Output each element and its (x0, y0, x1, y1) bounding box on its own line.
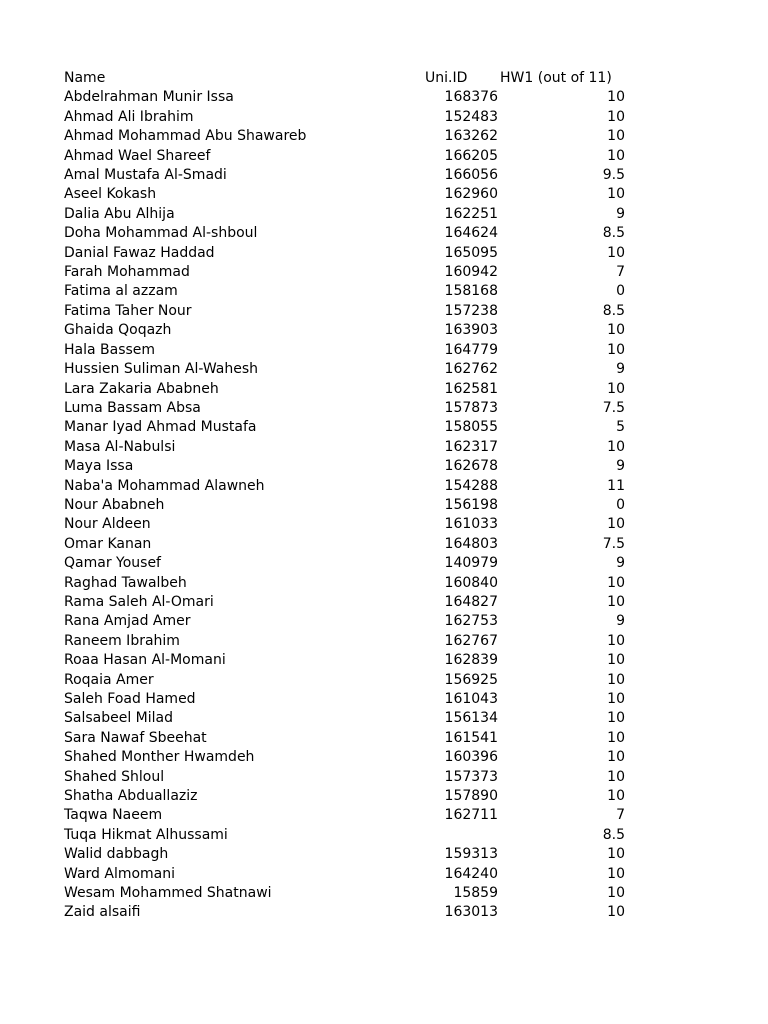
student-hw1-score: 10 (607, 574, 625, 591)
student-rows (64, 88, 664, 922)
table-row (64, 108, 664, 127)
student-hw1-score: 10 (607, 593, 625, 610)
student-name: Walid dabbagh (64, 846, 169, 863)
student-uni-id: 164827 (444, 593, 498, 610)
student-uni-id: 157873 (444, 399, 498, 416)
student-uni-id: 166056 (444, 167, 498, 184)
table-row (64, 457, 664, 476)
student-name: Abdelrahman Munir Issa (64, 89, 234, 106)
student-name: Taqwa Naeem (64, 807, 163, 824)
student-name: Hussien Suliman Al-Wahesh (64, 361, 259, 378)
table-row (64, 612, 664, 631)
student-hw1-score: 10 (607, 885, 625, 902)
table-row (64, 748, 664, 767)
student-name: Ahmad Wael Shareef (64, 147, 211, 164)
table-row (64, 185, 664, 204)
table-row (64, 477, 664, 496)
student-hw1-score: 9 (616, 205, 625, 222)
student-hw1-score: 10 (607, 108, 625, 125)
student-hw1-score: 10 (607, 516, 625, 533)
student-name: Roaa Hasan Al-Momani (64, 652, 226, 669)
student-name: Lara Zakaria Ababneh (64, 380, 219, 397)
student-hw1-score: 10 (607, 341, 625, 358)
table-row (64, 438, 664, 457)
student-hw1-score: 0 (616, 283, 625, 300)
student-hw1-score: 10 (607, 710, 625, 727)
table-row (64, 360, 664, 379)
student-hw1-score: 9.5 (602, 167, 625, 184)
student-name: Amal Mustafa Al-Smadi (64, 167, 227, 184)
grade-sheet (64, 69, 664, 923)
student-name: Naba'a Mohammad Alawneh (64, 477, 265, 494)
student-name: Ahmad Ali Ibrahim (64, 108, 194, 125)
table-row (64, 166, 664, 185)
student-hw1-score: 10 (607, 147, 625, 164)
student-hw1-score: 0 (616, 496, 625, 513)
student-uni-id: 152483 (444, 108, 498, 125)
student-uni-id: 162753 (444, 613, 498, 630)
student-name: Ghaida Qoqazh (64, 322, 172, 339)
table-row (64, 282, 664, 301)
student-uni-id: 165095 (444, 244, 498, 261)
table-row (64, 380, 664, 399)
student-name: Farah Mohammad (64, 264, 190, 281)
table-row (64, 418, 664, 437)
student-hw1-score: 10 (607, 380, 625, 397)
student-uni-id: 164624 (444, 225, 498, 242)
student-hw1-score: 9 (616, 361, 625, 378)
student-hw1-score: 9 (616, 613, 625, 630)
student-uni-id: 164240 (444, 865, 498, 882)
student-hw1-score: 10 (607, 904, 625, 921)
student-name: Hala Bassem (64, 341, 156, 358)
table-row (64, 690, 664, 709)
student-hw1-score: 5 (616, 419, 625, 436)
student-name: Omar Kanan (64, 535, 152, 552)
student-uni-id: 162762 (444, 361, 498, 378)
table-row (64, 205, 664, 224)
student-hw1-score: 10 (607, 128, 625, 145)
table-row (64, 302, 664, 321)
student-name: Masa Al-Nabulsi (64, 438, 176, 455)
student-name: Raghad Tawalbeh (64, 574, 187, 591)
student-uni-id: 157373 (444, 768, 498, 785)
student-uni-id: 157238 (444, 302, 498, 319)
student-uni-id: 157890 (444, 788, 498, 805)
student-hw1-score: 10 (607, 865, 625, 882)
header-uni-id: Uni.ID (425, 70, 468, 86)
student-hw1-score: 10 (607, 846, 625, 863)
student-hw1-score: 10 (607, 438, 625, 455)
student-uni-id: 158055 (444, 419, 498, 436)
student-hw1-score: 10 (607, 768, 625, 785)
student-uni-id: 161033 (444, 516, 498, 533)
table-row (64, 651, 664, 670)
student-hw1-score: 10 (607, 186, 625, 203)
student-uni-id: 162767 (444, 632, 498, 649)
student-name: Salsabeel Milad (64, 710, 174, 727)
student-name: Roqaia Amer (64, 671, 154, 688)
student-name: Nour Aldeen (64, 516, 151, 533)
table-row (64, 263, 664, 282)
student-name: Shatha Abduallaziz (64, 788, 198, 805)
student-name: Raneem Ibrahim (64, 632, 180, 649)
student-name: Qamar Yousef (64, 555, 161, 572)
table-row (64, 574, 664, 593)
student-name: Aseel Kokash (64, 186, 157, 203)
student-name: Saleh Foad Hamed (64, 691, 196, 707)
student-name: Shahed Shloul (64, 768, 165, 785)
table-row (64, 88, 664, 107)
student-hw1-score: 7 (616, 807, 625, 824)
table-row (64, 147, 664, 166)
table-row (64, 671, 664, 690)
table-row (64, 593, 664, 612)
student-uni-id: 140979 (444, 555, 498, 572)
student-hw1-score: 10 (607, 244, 625, 261)
student-name: Doha Mohammad Al-shboul (64, 225, 258, 242)
student-name: Rana Amjad Amer (64, 613, 191, 630)
table-row (64, 768, 664, 787)
student-hw1-score: 11 (607, 477, 625, 494)
table-row (64, 787, 664, 806)
header-name: Name (64, 70, 106, 86)
student-hw1-score: 10 (607, 691, 625, 707)
student-uni-id: 156925 (444, 671, 498, 688)
student-uni-id: 161043 (444, 691, 498, 707)
header-row (64, 69, 664, 88)
student-name: Rama Saleh Al-Omari (64, 593, 214, 610)
student-hw1-score: 7.5 (602, 399, 625, 416)
student-name: Fatima Taher Nour (64, 302, 192, 319)
student-hw1-score: 7 (616, 264, 625, 281)
student-uni-id: 161541 (444, 729, 498, 746)
student-hw1-score: 7.5 (602, 535, 625, 552)
student-name: Wesam Mohammed Shatnawi (64, 885, 272, 902)
student-uni-id: 158168 (444, 283, 498, 300)
student-name: Ward Almomani (64, 865, 176, 882)
student-hw1-score: 8.5 (602, 225, 625, 242)
table-row (64, 865, 664, 884)
student-uni-id: 162678 (444, 458, 498, 475)
student-hw1-score: 10 (607, 652, 625, 669)
table-row (64, 845, 664, 864)
student-uni-id: 162251 (444, 205, 498, 222)
student-uni-id: 163903 (444, 322, 498, 339)
student-hw1-score: 9 (616, 555, 625, 572)
student-uni-id: 160942 (444, 264, 498, 281)
student-hw1-score: 10 (607, 322, 625, 339)
student-uni-id: 162839 (444, 652, 498, 669)
student-hw1-score: 9 (616, 458, 625, 475)
student-hw1-score: 10 (607, 89, 625, 106)
student-uni-id: 162581 (444, 380, 498, 397)
student-uni-id: 15859 (453, 885, 498, 902)
student-uni-id: 166205 (444, 147, 498, 164)
student-uni-id: 159313 (444, 846, 498, 863)
table-row (64, 884, 664, 903)
student-hw1-score: 10 (607, 788, 625, 805)
student-uni-id: 156134 (444, 710, 498, 727)
table-row (64, 321, 664, 340)
student-uni-id: 156198 (444, 496, 498, 513)
student-uni-id: 163262 (444, 128, 498, 145)
student-uni-id: 160396 (444, 749, 498, 766)
student-name: Dalia Abu Alhija (64, 205, 175, 222)
student-name: Fatima al azzam (64, 283, 178, 300)
student-hw1-score: 8.5 (602, 302, 625, 319)
student-name: Manar Iyad Ahmad Mustafa (64, 419, 257, 436)
table-row (64, 399, 664, 418)
student-name: Shahed Monther Hwamdeh (64, 749, 255, 766)
table-row (64, 341, 664, 360)
student-name: Tuqa Hikmat Alhussami (64, 826, 228, 843)
student-uni-id: 162317 (444, 438, 498, 455)
header-hw1: HW1 (out of 11) (500, 70, 612, 86)
student-hw1-score: 10 (607, 729, 625, 746)
table-row (64, 729, 664, 748)
table-row (64, 709, 664, 728)
table-row (64, 535, 664, 554)
student-hw1-score: 10 (607, 632, 625, 649)
student-uni-id: 162711 (444, 807, 498, 824)
student-uni-id: 160840 (444, 574, 498, 591)
table-row (64, 554, 664, 573)
table-row (64, 127, 664, 146)
student-name: Luma Bassam Absa (64, 399, 201, 416)
table-row (64, 515, 664, 534)
student-uni-id: 164779 (444, 341, 498, 358)
table-row (64, 826, 664, 845)
table-row (64, 903, 664, 922)
student-name: Ahmad Mohammad Abu Shawareb (64, 128, 307, 145)
student-uni-id: 162960 (444, 186, 498, 203)
student-uni-id: 164803 (444, 535, 498, 552)
student-uni-id: 163013 (444, 904, 498, 921)
student-hw1-score: 10 (607, 749, 625, 766)
student-hw1-score: 10 (607, 671, 625, 688)
table-row (64, 496, 664, 515)
student-name: Maya Issa (64, 458, 134, 475)
table-row (64, 224, 664, 243)
student-name: Sara Nawaf Sbeehat (64, 729, 207, 746)
student-name: Nour Ababneh (64, 496, 165, 513)
student-name: Danial Fawaz Haddad (64, 244, 215, 261)
table-row (64, 244, 664, 263)
table-row (64, 632, 664, 651)
table-row (64, 806, 664, 825)
student-uni-id: 168376 (444, 89, 498, 106)
student-hw1-score: 8.5 (602, 826, 625, 843)
student-uni-id: 154288 (444, 477, 498, 494)
student-name: Zaid alsaifi (64, 904, 141, 921)
